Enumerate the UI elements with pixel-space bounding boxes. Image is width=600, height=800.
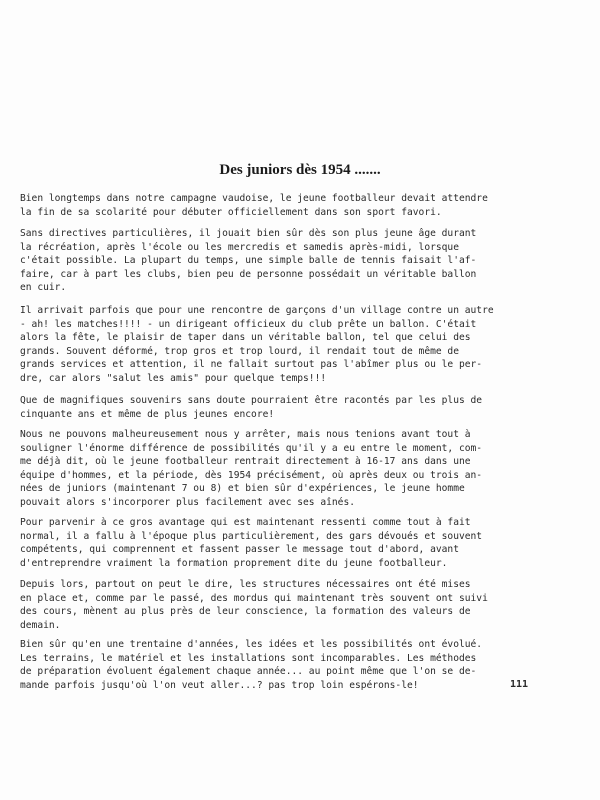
page-number: 111 (510, 679, 529, 690)
text-line: demain. (20, 619, 61, 631)
paragraph-2 (20, 227, 585, 295)
paragraph-7 (20, 578, 585, 632)
text-line: la récréation, après l'école ou les mercredis et samedis après-midi, lorsque (20, 241, 459, 253)
paragraph-8 (20, 638, 585, 692)
text-line: des cours, mènent au plus près de leur conscience, la formation des valeurs de (20, 606, 471, 617)
text-line: grands services et attention, il ne fallait surtout pas l'abîmer plus ou le per- (20, 359, 483, 370)
paragraph-5 (20, 428, 585, 509)
text-line: faire, car à part les clubs, bien peu de personne possédait un véritable ballon (20, 268, 477, 280)
text-line: dre, car alors "salut les amis" pour quelque temps!!! (20, 372, 327, 384)
text-line: en place et, comme par le passé, des mordus qui maintenant très souvent ont suivi (20, 592, 488, 604)
text-line: nées de juniors (maintenant 7 ou 8) et bien sûr d'expériences, le jeune homme (20, 483, 465, 494)
text-line: alors la fête, le plaisir de taper dans un véritable ballon, tel que celui des (20, 332, 471, 343)
text-line: me déjà dit, où le jeune footballeur rentrait directement à 16-17 ans dans une (20, 456, 471, 467)
text-line: la fin de sa scolarité pour débuter officiellement dans son sport favori. (20, 206, 442, 218)
text-line: Les terrains, le matériel et les installations sont incomparables. Les méthodes (20, 652, 477, 664)
text-line: normal, il a fallu à l'époque plus particulièrement, des gars dévoués et souvent (20, 530, 483, 542)
text-line: en cuir. (20, 282, 67, 293)
text-line: c'était possible. La plupart du temps, une simple balle de tennis faisait l'af- (20, 255, 477, 266)
text-line: Il arrivait parfois que pour une rencontre de garçons d'un village contre un autre (20, 305, 494, 316)
text-line: Depuis lors, partout on peut le dire, les structures nécessaires ont été mises (20, 579, 471, 590)
text-line: - ah! les matches!!!! - un dirigeant officieux du club prête un ballon. C'était (20, 318, 477, 330)
text-line: cinquante ans et même de plus jeunes encore! (20, 408, 275, 420)
text-line: Que de magnifiques souvenirs sans doute pourraient être racontés par les plus de (20, 395, 483, 406)
text-line: Bien longtemps dans notre campagne vaudoise, le jeune footballeur devait attendre (20, 193, 488, 204)
paragraph-3 (20, 304, 585, 385)
paragraph-1 (20, 192, 585, 219)
paragraph-4 (20, 394, 585, 421)
text-line: pouvait alors s'incorporer plus facilement avec ses aînés. (20, 496, 356, 508)
text-line: Nous ne pouvons malheureusement nous y arrêter, mais nous tenions avant tout à (20, 429, 471, 440)
text-line: mande parfois jusqu'où l'on veut aller...? pas trop loin espérons-le! (20, 679, 419, 691)
text-line: d'entreprendre vraiment la formation proprement dite du jeune footballeur. (20, 557, 448, 569)
text-line: de préparation évoluent également chaque année... au point même que l'on se de- (20, 666, 477, 677)
text-line: Pour parvenir à ce gros avantage qui est maintenant ressenti comme tout à fait (20, 517, 471, 528)
text-line: Bien sûr qu'en une trentaine d'années, les idées et les possibilités ont évolué. (20, 639, 483, 650)
text-line: compétents, qui comprennent et fassent passer le message tout d'abord, avant (20, 544, 459, 555)
text-line: équipe d'hommes, et la période, dès 1954 précisément, où après deux ou trois an- (20, 469, 483, 481)
text-line: Sans directives particulières, il jouait bien sûr dès son plus jeune âge durant (20, 228, 477, 239)
page-title: Des juniors dès 1954 ....... (219, 162, 381, 178)
text-line: souligner l'énorme différence de possibilités qu'il y a eu entre le moment, com- (20, 442, 483, 454)
paragraph-6 (20, 516, 585, 570)
text-line: grands. Souvent déformé, trop gros et trop lourd, il rendait tout de même de (20, 345, 459, 357)
